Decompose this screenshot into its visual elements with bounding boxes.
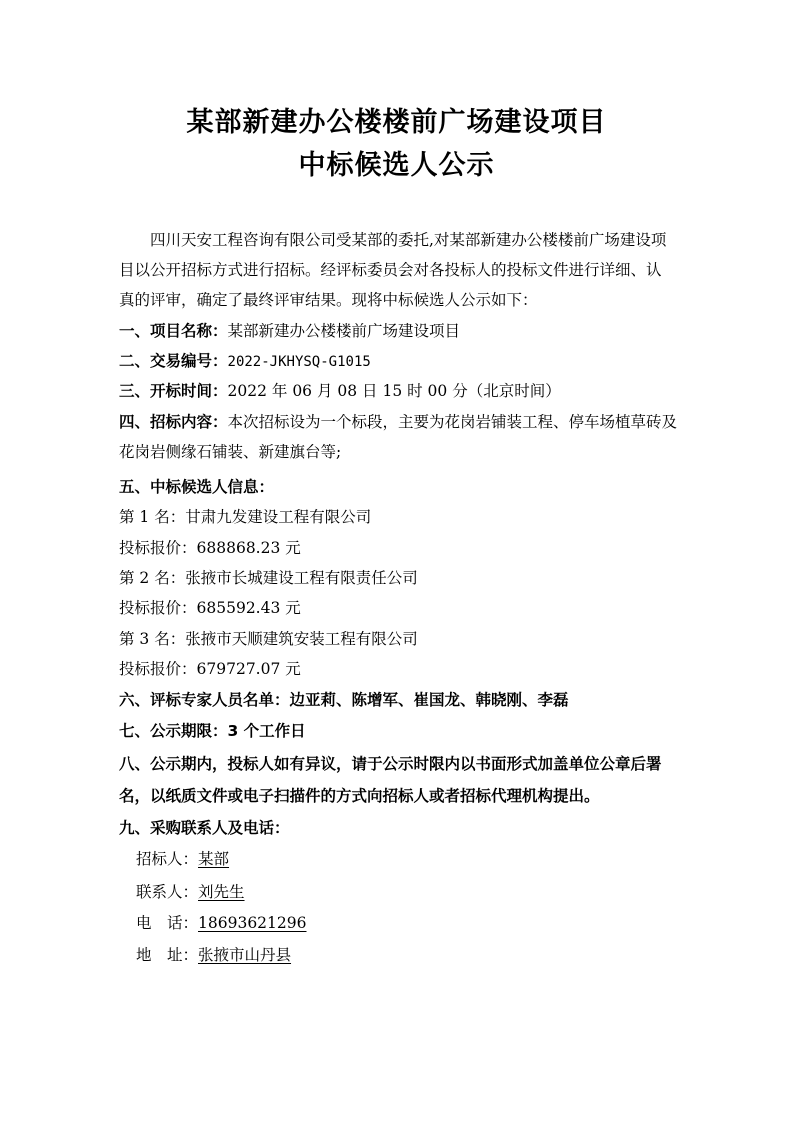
document-subtitle: 中标候选人公示 [298, 150, 495, 181]
trade-no-label: 二、交易编号： [119, 352, 228, 370]
candidate-2-price-row [119, 598, 301, 618]
contact-person-value: 刘先生 [198, 883, 245, 901]
tenderer-row [136, 849, 229, 869]
contact-heading: 九、采购联系人及电话： [119, 819, 290, 837]
candidate-1-price-label: 投标报价： [119, 539, 197, 557]
candidate-2-rank: 第 2 名： [119, 569, 186, 587]
candidate-3-price: 679727.07 元 [196, 660, 301, 678]
candidate-3-rank: 第 3 名： [119, 630, 186, 648]
open-time-label: 三、开标时间： [119, 382, 228, 400]
project-name-value: 某部新建办公楼楼前广场建设项目 [227, 322, 461, 340]
candidate-2-price: 685592.43 元 [196, 599, 301, 617]
period-row: 七、公示期限：3 个工作日 [119, 722, 306, 740]
candidate-2-row [119, 568, 418, 588]
trade-no-row [119, 351, 371, 372]
candidate-3-price-row [119, 659, 301, 679]
candidate-3-price-label: 投标报价： [119, 660, 197, 678]
content-row [119, 407, 679, 467]
candidate-3-name: 张掖市天顺建筑安装工程有限公司 [185, 630, 418, 648]
phone-value: 18693621296 [198, 914, 307, 932]
project-name-row [119, 321, 460, 341]
address-value: 张掖市山丹县 [198, 946, 292, 964]
address-row [136, 945, 291, 965]
candidate-1-price-row [119, 538, 301, 558]
candidates-heading: 五、中标候选人信息： [119, 478, 275, 496]
address-label: 地 址： [136, 946, 199, 964]
document-title: 某部新建办公楼楼前广场建设项目 [186, 107, 607, 138]
contact-person-row [136, 882, 245, 902]
candidate-1-price: 688868.23 元 [196, 539, 301, 557]
objection-paragraph: 八、公示期内，投标人如有异议，请于公示时限内以书面形式加盖单位公章后署名，以纸质文件或电子扫描件的方式向招标人或者招标代理机构提出。 [119, 755, 662, 805]
content-label: 四、招标内容： [119, 413, 228, 431]
experts-row: 六、评标专家人员名单：边亚莉、陈增军、崔国龙、韩晓刚、李磊 [119, 691, 569, 709]
open-time-row [119, 381, 561, 401]
open-time-value: 2022 年 06 月 08 日 15 时 00 分（北京时间） [227, 382, 561, 400]
content-value: 本次招标设为一个标段，主要为花岗岩铺装工程、停车场植草砖及花岗岩侧缘石铺装、新建旗台等; [119, 413, 678, 461]
candidate-1-name: 甘肃九发建设工程有限公司 [185, 508, 372, 526]
phone-row [136, 913, 307, 933]
candidate-2-price-label: 投标报价： [119, 599, 197, 617]
candidate-1-rank: 第 1 名： [119, 508, 186, 526]
tenderer-value: 某部 [198, 850, 230, 868]
tenderer-label: 招标人： [136, 850, 199, 868]
candidate-2-name: 张掖市长城建设工程有限责任公司 [185, 569, 418, 587]
intro-paragraph: 四川天安工程咨询有限公司受某部的委托,对某部新建办公楼楼前广场建设项目以公开招标方式进行招标。经评标委员会对各投标人的投标文件进行详细、认真的评审，确定了最终评审结果。现将中标候选人公示如下： [119, 231, 667, 309]
trade-no-value: 2022-JKHYSQ-G1015 [227, 354, 371, 370]
project-name-label: 一、项目名称： [119, 322, 228, 340]
candidate-3-row [119, 629, 418, 649]
phone-label: 电 话： [136, 914, 199, 932]
candidate-1-row [119, 507, 371, 527]
contact-person-label: 联系人： [136, 883, 199, 901]
